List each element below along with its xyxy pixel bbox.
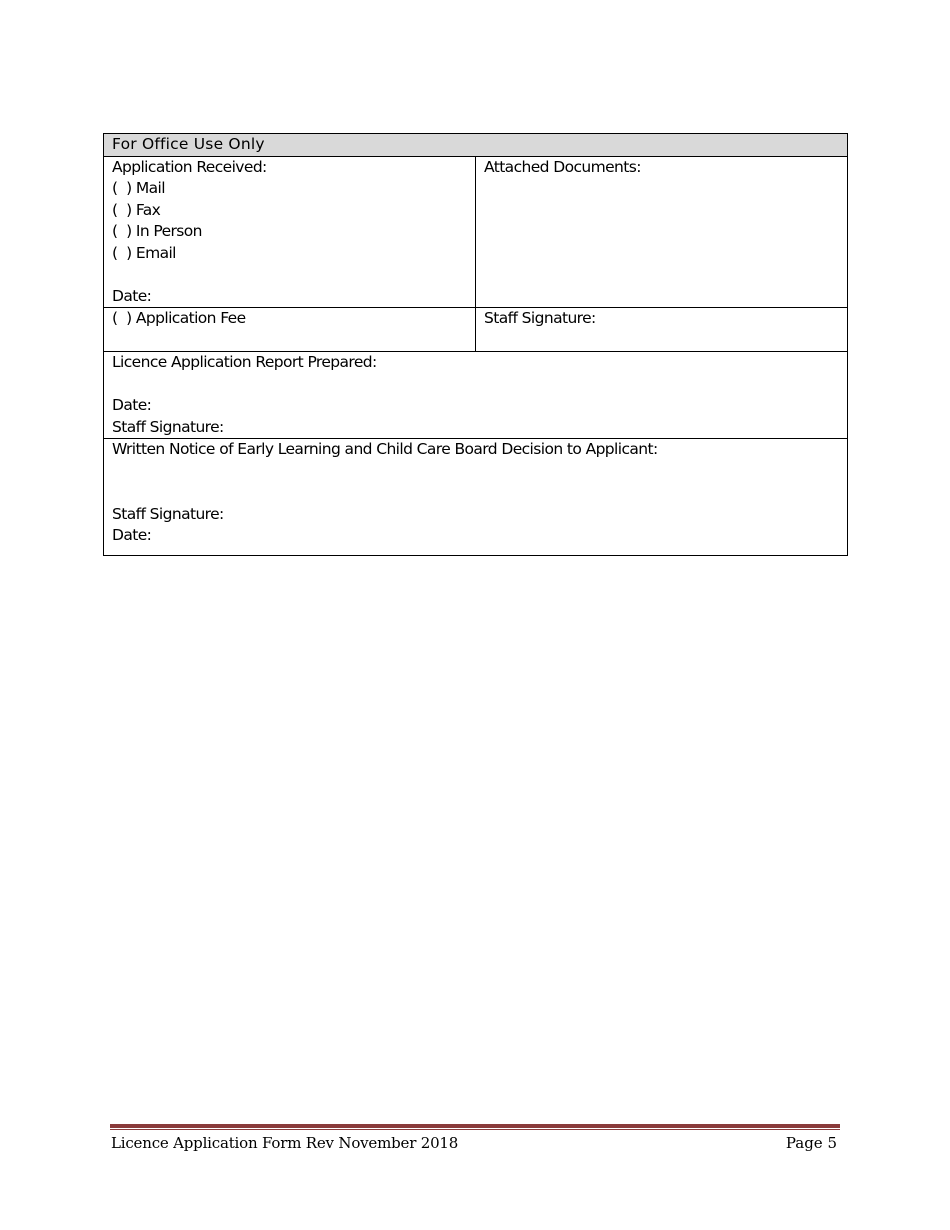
application-fee-cell	[104, 308, 476, 352]
spacer	[112, 264, 467, 286]
application-fee-label: ( ) Application Fee	[112, 309, 246, 327]
option-fax: ( ) Fax	[112, 200, 161, 219]
option-in-person: ( ) In Person	[112, 222, 202, 240]
spacer	[112, 461, 839, 483]
report-date-label: Date:	[112, 396, 152, 414]
footer-form-title: Licence Application Form Rev November 2018	[111, 1134, 459, 1152]
written-notice-cell	[104, 439, 848, 556]
staff-signature-label: Staff Signature:	[484, 309, 596, 327]
received-date-label: Date:	[112, 286, 152, 305]
report-prepared-label: Licence Application Report Prepared:	[112, 353, 377, 371]
option-email: ( ) Email	[112, 243, 176, 262]
footer-rule	[110, 1124, 840, 1128]
option-mail: ( ) Mail	[112, 179, 165, 197]
spacer	[112, 374, 839, 396]
spacer	[112, 482, 839, 504]
application-received-label: Application Received:	[112, 157, 267, 176]
office-use-table	[103, 133, 848, 556]
application-received-cell	[104, 156, 476, 308]
footer-page-number: Page 5	[785, 1134, 837, 1152]
report-signature-label: Staff Signature:	[112, 417, 224, 436]
footer-rule-thin	[110, 1129, 840, 1130]
attached-documents-cell	[476, 156, 848, 308]
notice-date-label: Date:	[112, 526, 152, 544]
staff-signature-cell	[476, 308, 848, 352]
office-use-header	[104, 134, 848, 157]
office-use-title: For Office Use Only	[112, 135, 265, 153]
written-notice-label: Written Notice of Early Learning and Child Care Board Decision to Applicant:	[112, 440, 658, 458]
report-prepared-cell	[104, 352, 848, 439]
notice-signature-label: Staff Signature:	[112, 504, 224, 523]
attached-documents-label: Attached Documents:	[484, 157, 641, 176]
